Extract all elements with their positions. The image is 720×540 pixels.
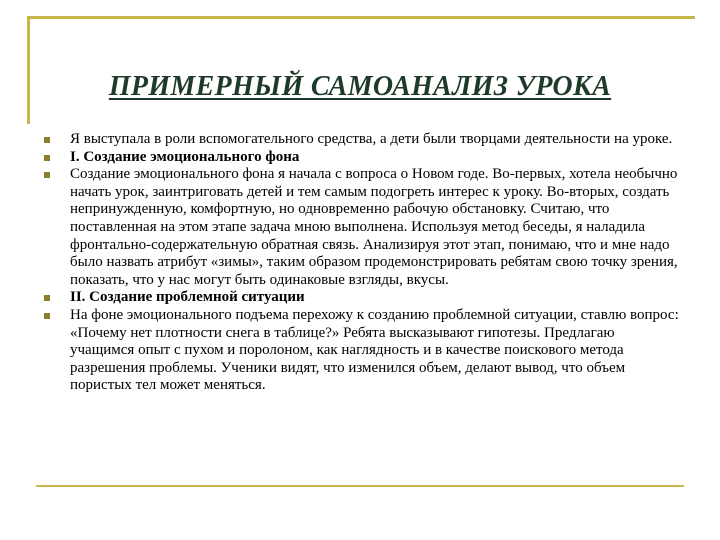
list-item xyxy=(42,289,682,307)
section-heading: II. Создание проблемной ситуации xyxy=(70,289,305,306)
section-heading: I. Создание эмоционального фона xyxy=(70,148,300,165)
square-bullet-icon xyxy=(44,155,50,161)
list-item-text: Я выступала в роли вспомогательного средства, а дети были творцами деятельности на уроке. xyxy=(70,131,673,147)
list-item xyxy=(42,149,682,167)
list-item-text: Создание эмоционального фона я начала с вопроса о Новом годе. Во-первых, хотела необычно начать урок, заинтриговать детей и тем самым подогреть интерес к уроку. Во-вторых, создать непринужденную, комфортную, но одновременно рабочую обстановку. Считаю, что поставленная на этом этапе задача мною выполнена. Используя метод беседы, я наладила фронтально-содержательную обратная связь. Анализируя этот этап, понимаю, что и мне надо было назвать атрибут «зимы», таким образом продемонстрировать ребятам свою точку зрения, показать, что у нас могут быть одинаковые взгляды, вкусы. xyxy=(70,166,678,288)
square-bullet-icon xyxy=(44,295,50,301)
list-item xyxy=(42,307,682,395)
square-bullet-icon xyxy=(44,172,50,178)
square-bullet-icon xyxy=(44,313,50,319)
bottom-divider xyxy=(36,485,684,487)
list-item xyxy=(42,166,682,289)
bullet-list xyxy=(42,131,682,395)
list-item xyxy=(42,131,682,149)
list-item-text: На фоне эмоционального подъема перехожу к созданию проблемной ситуации, ставлю вопрос: «Почему нет плотности снега в таблице?» Ребята высказывают гипотезы. Предлагаю учащимся опыт с пухом и поролоном, как наглядность и в качестве поискового метода разрешения проблемы. Ученики видят, что изменился объем, делают вывод, что объем пористых тел может меняться. xyxy=(70,306,679,394)
square-bullet-icon xyxy=(44,137,50,143)
frame-horizontal-line xyxy=(27,16,695,19)
slide-title: ПРИМЕРНЫЙ САМОАНАЛИЗ УРОКА xyxy=(108,70,612,102)
frame-vertical-line xyxy=(27,16,30,124)
